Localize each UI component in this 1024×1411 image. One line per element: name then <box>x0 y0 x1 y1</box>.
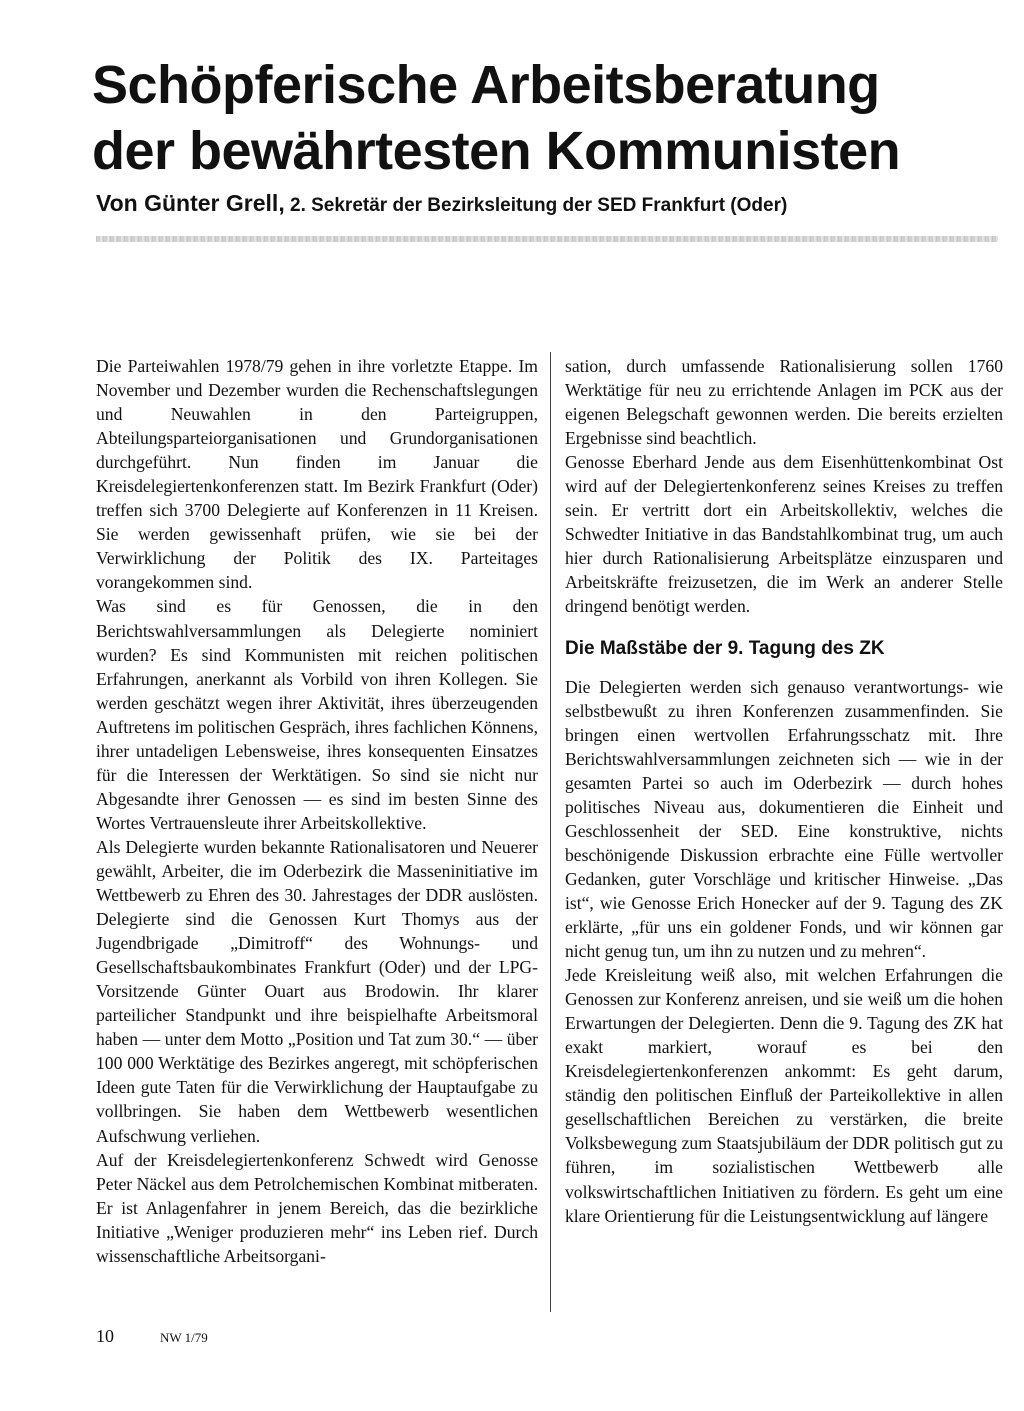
page-number: 10 <box>96 1326 114 1346</box>
paragraph: Was sind es für Genossen, die in den Berichtswahlversammlungen als Delegierte nominiert wurden? Es sind Kommunisten mit reichen politischen Erfahrungen, anerkannt als Vorbild von ihren Kollegen. Sie werden geschätzt wegen ihrer Aktivität, ihres überzeugenden Auftretens im politischen Gespräch, ihres fachlichen Könnens, ihrer untadeligen Lebensweise, ihres konsequenten Einsatzes für die Interessen der Werktätigen. So sind sie nicht nur Abgesandte ihrer Genossen — es sind im besten Sinne des Wortes Vertrauensleute ihrer Arbeitskollektive. <box>96 596 538 833</box>
byline-author: Von Günter Grell, <box>96 190 285 216</box>
byline-role: 2. Sekretär der Bezirksleitung der SED Frankfurt (Oder) <box>290 195 788 216</box>
paragraph: Auf der Kreisdelegiertenkonferenz Schwedt wird Genosse Peter Näckel aus dem Petrolchemischen Kombinat mitberaten. Er ist Anlagenfahrer in jenem Bereich, das die bezirkliche Initiative „Weniger produzieren mehr“ ins Leben rief. Durch wissenschaftliche Arbeitsorgani- <box>96 1149 538 1266</box>
title-divider <box>96 236 998 242</box>
section-subheading: Die Maßstäbe der 9. Tagung des ZK <box>565 637 885 659</box>
journal-issue: NW 1/79 <box>160 1330 208 1345</box>
paragraph: Die Delegierten werden sich genauso verantwortungs- wie selbstbewußt zu ihren Konferenzen zusammenfinden. Sie bringen einen wertvollen Erfahrungsschatz mit. Ihre Berichtswahlversammlungen zeichneten sich — wie in der gesamten Partei so auch im Oderbezirk — durch hohes politisches Niveau aus, dokumentieren die Einheit und Geschlossenheit der SED. Eine konstruktive, nichts beschönigende Diskussion erbrachte eine Fülle wertvoller Gedanken, guter Vorschläge und kritischer Hinweise. „Das ist“, wie Genosse Erich Honecker auf der 9. Tagung des ZK erklärte, „für uns ein goldener Fonds, und wir können gar nicht genug tun, um ihn zu nutzen und zu mehren“. <box>565 676 1003 962</box>
article-byline <box>96 190 996 217</box>
paragraph: Jede Kreisleitung weiß also, mit welchen Erfahrungen die Genossen zur Konferenz anreisen, und sie weiß um die hohen Erwartungen der Delegierten. Denn die 9. Tagung des ZK hat exakt markiert, worauf es bei den Kreisdelegiertenkonferenzen ankommt: Es geht darum, ständig den politischen Einfluß der Parteikollektive in allen gesellschaftlichen Bereichen zu verstärken, die breite Volksbewegung zum Staatsjubiläum der DDR politisch gut zu führen, im sozialistischen Wettbewerb alle volkswirtschaftlichen Initiativen zu fördern. Es geht um eine klare Orientierung für die Leistungsentwicklung auf längere <box>565 965 1003 1226</box>
headline-line-2: der bewährtesten Kommunisten <box>92 121 901 181</box>
article-headline <box>92 52 992 184</box>
paragraph: sation, durch umfassende Rationalisierung sollen 1760 Werktätige für neu zu errichtende Anlagen im PCK aus der eigenen Belegschaft gewonnen werden. Die bereits erzielten Ergebnisse sind beachtlich. <box>565 356 1003 449</box>
paragraph: Die Parteiwahlen 1978/79 gehen in ihre vorletzte Etappe. Im November und Dezember wurden die Rechenschaftslegungen und Neuwahlen in den Parteigruppen, Abteilungsparteiorganisationen und Grundorganisationen durchgeführt. Nun finden im Januar die Kreisdelegiertenkonferenzen statt. Im Bezirk Frankfurt (Oder) treffen sich 3700 Delegierte auf Konferenzen in 11 Kreisen. Sie werden gewissenhaft prüfen, wie sie bei der Verwirklichung der Politik des IX. Parteitages vorangekommen sind. <box>96 356 538 593</box>
column-divider <box>550 352 551 1312</box>
paragraph: Genosse Eberhard Jende aus dem Eisenhüttenkombinat Ost wird auf der Delegiertenkonferenz seines Kreises zu treffen sein. Er vertritt dort ein Arbeitskollektiv, welches die Schwedter Initiative in das Bandstahlkombinat trug, um auch hier durch Rationalisierung Arbeitsplätze einzusparen und Arbeitskräfte freizusetzen, die im Werk an anderer Stelle dringend benötigt werden. <box>565 452 1003 617</box>
left-column <box>96 354 538 1268</box>
right-column <box>565 354 1003 1228</box>
paragraph: Als Delegierte wurden bekannte Rationalisatoren und Neuerer gewählt, Arbeiter, die im Oderbezirk die Masseninitiative im Wettbewerb zu Ehren des 30. Jahrestages der DDR auslösten. Delegierte sind die Genossen Kurt Thomys aus der Jugendbrigade „Dimitroff“ des Wohnungs- und Gesellschaftsbaukombinates Frankfurt (Oder) und der LPG-Vorsitzende Günter Ouart aus Brodowin. Ihr klarer parteilicher Standpunkt und ihre beispielhafte Arbeitsmoral haben — unter dem Motto „Position und Tat zum 30.“ — über 100 000 Werktätige des Bezirkes angeregt, mit schöpferischen Ideen gute Taten für die Verwirklichung der Hauptaufgabe zu vollbringen. Sie haben dem Wettbewerb wesentlichen Aufschwung verliehen. <box>96 836 538 1146</box>
headline-line-1: Schöpferische Arbeitsberatung <box>92 55 880 115</box>
